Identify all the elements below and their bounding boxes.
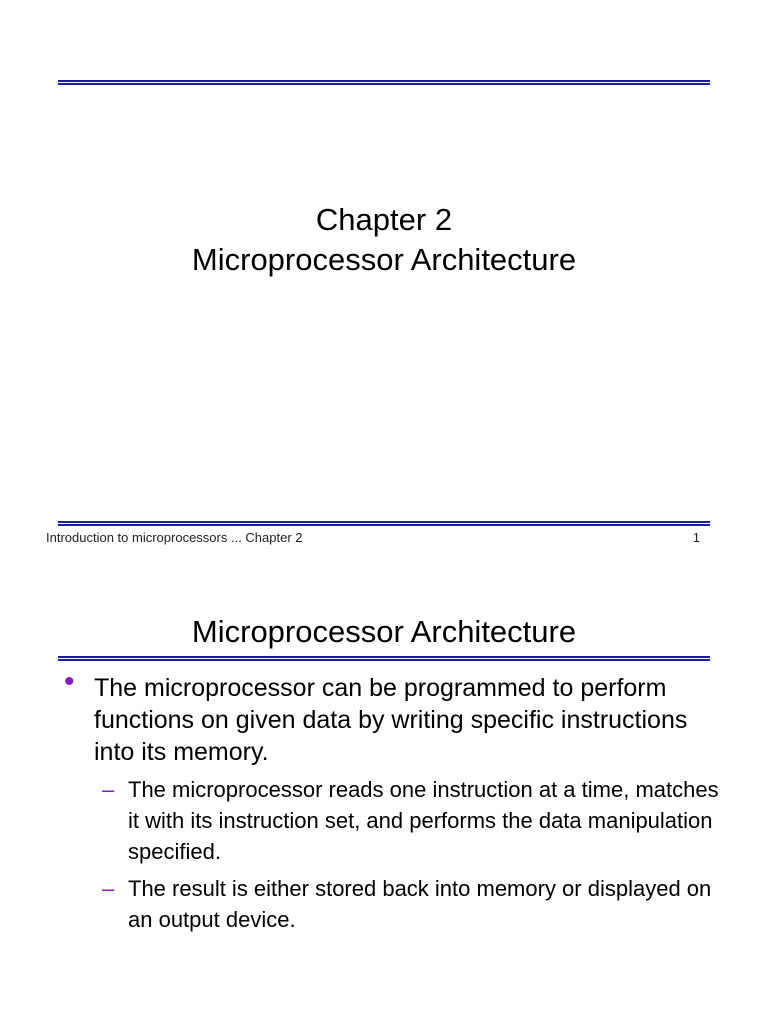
title-double-rule: [58, 656, 710, 661]
bullet-icon: •: [64, 665, 75, 698]
bullet-item: [62, 665, 722, 935]
chapter-title: [0, 200, 768, 280]
dash-icon: –: [102, 777, 115, 802]
page-number: 1: [692, 530, 700, 545]
sub-bullet-text: The microprocessor reads one instruction at a time, matches it with its instruction set, and performs the data manipulation specified.: [128, 777, 719, 864]
sub-bullet-item: [94, 873, 722, 935]
sub-bullet-item: [94, 774, 722, 867]
slide-title: Microprocessor Architecture: [191, 614, 577, 649]
chapter-number: Chapter 2: [315, 202, 453, 237]
header-double-rule: [58, 80, 710, 85]
bullet-text: The microprocessor can be programmed to perform functions on given data by writing specific instructions into its memory.: [94, 674, 688, 766]
footer-double-rule: [58, 521, 710, 526]
bullet-list: [62, 665, 722, 941]
chapter-subtitle: Microprocessor Architecture: [191, 242, 577, 277]
dash-icon: –: [102, 876, 115, 901]
footer-text: Introduction to microprocessors ... Chapter 2: [46, 530, 303, 545]
sub-bullet-list: [94, 774, 722, 935]
sub-bullet-text: The result is either stored back into memory or displayed on an output device.: [128, 876, 712, 932]
